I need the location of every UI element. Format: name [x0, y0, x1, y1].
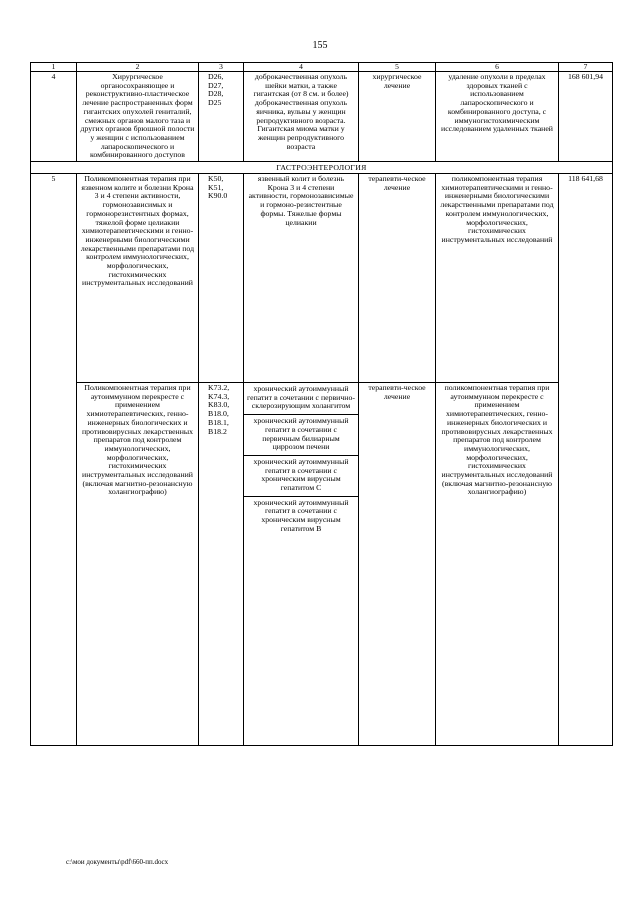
treatment-method: удаление опухоли в пределах здоровых тканей с использованием лапароскопического и комбинированного доступа, с иммуногистохимическим исследованием удаленных тканей	[436, 72, 559, 162]
treatment-method: поликомпонентная терапия химиотерапевтическими и генно-инженерными биологическими лекарственными препаратами под контролем иммунологических, морфологических, гистохимических инструментальных исследований	[436, 174, 559, 383]
patient-model: доброкачественная опухоль шейки матки, а также гигантская (от 8 см. и более) доброкачественная опухоль яичника, вульвы у женщин репродуктивного возраста. Гигантская миома матки у женщин репродуктивного возраста	[244, 72, 359, 162]
treatment-type: хирургическое лечение	[359, 72, 436, 162]
section-title: ГАСТРОЭНТЕРОЛОГИЯ	[31, 162, 613, 174]
header-cell: 3	[199, 63, 244, 72]
page-number: 155	[312, 40, 328, 51]
icd-code: D28,	[208, 89, 224, 99]
header-cell: 6	[436, 63, 559, 72]
patient-model: хронический аутоиммунный гепатит в сочетании с первично-склерозирующим холангитом	[244, 383, 358, 415]
procedures-table	[30, 62, 613, 746]
procedure-name: Поликомпонентная терапия при аутоиммунном перекресте с применением химиотерапевтических, генно-инженерных биологических и противовирусных лекарственных препаратов под контролем иммунологических, морфологических, гистохимических инструментальных исследований (включая магнитно-резонансную холангиографию)	[77, 383, 199, 746]
header-cell: 7	[559, 63, 613, 72]
header-row	[31, 63, 613, 72]
patient-model: хронический аутоиммунный гепатит в сочетании с хроническим вирусным гепатитом C	[244, 456, 358, 497]
header-cell: 4	[244, 63, 359, 72]
icd-code: K50,	[208, 174, 224, 184]
section-row	[31, 162, 613, 174]
row-number: 5	[31, 174, 77, 746]
icd-code: D25	[208, 98, 222, 108]
procedure-name: Хирургическое органосохраняющее и реконструктивно-пластическое лечение распространенных форм гигантских опухолей гениталий, смежных органов малого таза и других органов брюшной полости у женщин с использованием лапароскопического и комбинированного доступов	[77, 72, 199, 162]
table-row	[31, 383, 613, 746]
icd-codes	[199, 72, 244, 162]
patient-model: язвенный колит и болезнь Крона 3 и 4 степени активности, гормонозависимые и гормоно-резистентные формы. Тяжелые формы целиакии	[244, 174, 359, 383]
treatment-type: терапевти-ческое лечение	[359, 383, 436, 746]
row-number: 4	[31, 72, 77, 162]
table-row	[31, 174, 613, 383]
icd-code: D26,	[208, 72, 224, 81]
table-row	[31, 72, 613, 162]
icd-code: B18.1,	[208, 417, 229, 427]
footer-path: c:\мои документы\pdf\660-пп.docx	[66, 858, 169, 866]
header-cell: 5	[359, 63, 436, 72]
icd-code: B18.2	[208, 426, 227, 436]
procedure-name: Поликомпонентная терапия при язвенном колите и болезни Крона 3 и 4 степени активности, гормонозависимых и гормонорезистентных формах, тяжелой форме целиакии химиотерапевтическими и генно-инженерными биологическими лекарственными препаратами под контролем иммунологических, морфологических, гистохимических инструментальных исследований	[77, 174, 199, 383]
patient-model-list	[244, 383, 359, 746]
treatment-type: терапевти-ческое лечение	[359, 174, 436, 383]
icd-code: K73.2,	[208, 383, 230, 393]
header-cell: 1	[31, 63, 77, 72]
patient-model: хронический аутоиммунный гепатит в сочетании с первичным билиарным циррозом печени	[244, 415, 358, 456]
cost-value: 168 601,94	[559, 72, 613, 162]
icd-code: B18.0,	[208, 409, 229, 419]
icd-code: K51,	[208, 182, 224, 192]
cost-value: 118 641,68	[559, 174, 613, 746]
treatment-method: поликомпонентная терапия при аутоиммунном перекресте с применением химиотерапевтических, генно-инженерных биологических и противовирусных лекарственных препаратов под контролем иммунологических, морфологических, гистохимических инструментальных исследований (включая магнитно-резонансную холангиографию)	[436, 383, 559, 746]
icd-code: K90.0	[208, 191, 228, 201]
icd-code: K83.0,	[208, 400, 230, 410]
icd-code: K74.3,	[208, 391, 230, 401]
header-cell: 2	[77, 63, 199, 72]
icd-codes	[199, 383, 244, 746]
patient-model: хронический аутоиммунный гепатит в сочетании с хроническим вирусным гепатитом B	[253, 497, 349, 533]
icd-codes	[199, 174, 244, 383]
icd-code: D27,	[208, 80, 224, 90]
